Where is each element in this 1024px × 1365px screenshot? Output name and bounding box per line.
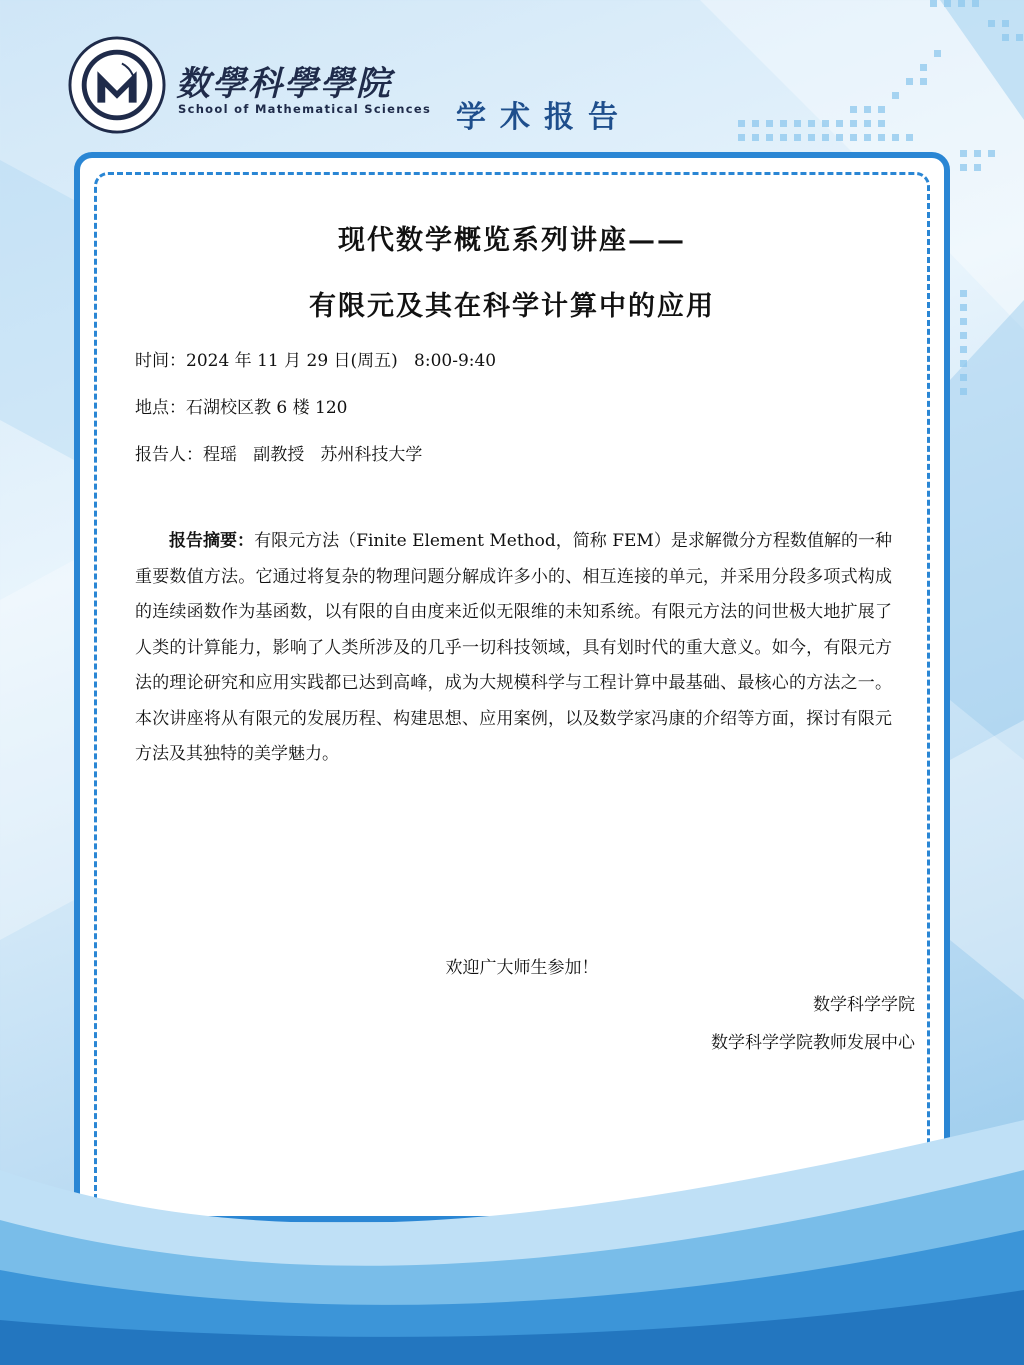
header (0, 0, 1024, 150)
topic-title: 有限元及其在科学计算中的应用 (309, 291, 715, 322)
series-title: 现代数学概览系列讲座—— (338, 225, 686, 256)
co-organizer: 数学科学学院教师发展中心 (711, 1033, 915, 1053)
school-logo-icon (68, 36, 166, 134)
abstract-paragraph (135, 524, 892, 773)
report-label: 学术报告 (456, 100, 632, 135)
school-name-en: School of Mathematical Sciences (178, 102, 432, 116)
organizer: 数学科学学院 (813, 995, 915, 1015)
abstract-label: 报告摘要： (169, 531, 255, 551)
lecture-location: 地点：石湖校区教 6 楼 120 (135, 398, 348, 418)
lecture-time: 时间：2024 年 11 月 29 日(周五) 8:00-9:40 (135, 351, 497, 371)
welcome-text: 欢迎广大师生参加！ (445, 958, 599, 978)
abstract-text: 有限元方法（Finite Element Method，简称 FEM）是求解微分方程数值解的一种重要数值方法。它通过将复杂的物理问题分解成许多小的、相互连接的单元，并采用分段多项式构成的连续函数作为基函数，以有限的自由度来近似无限维的未知系统。有限元方法的问世极大地扩展了人类的计算能力，影响了人类所涉及的几乎一切科技领域，具有划时代的重大意义。如今，有限元方法的理论研究和应用实践都已达到高峰，成为大规模科学与工程计算中最基础、最核心的方法之一。本次讲座将从有限元的发展历程、构建思想、应用案例，以及数学家冯康的介绍等方面，探讨有限元方法及其独特的美学魅力。 (135, 531, 892, 764)
lecture-speaker: 报告人：程瑶 副教授 苏州科技大学 (135, 445, 423, 465)
school-name-cn: 数學科學學院 (176, 64, 392, 104)
